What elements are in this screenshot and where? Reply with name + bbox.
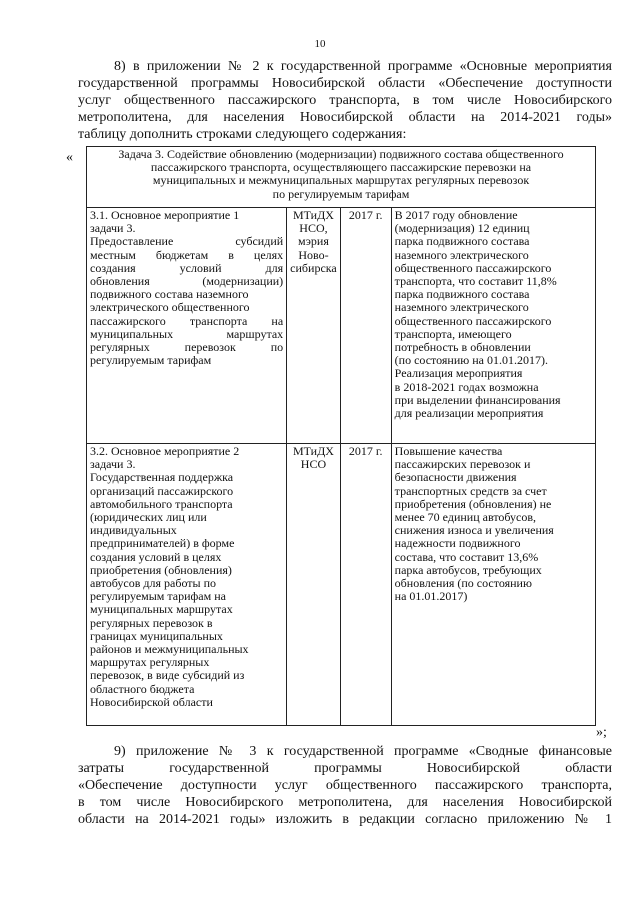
cell-line: задачи 3. bbox=[90, 457, 136, 472]
paragraph-line: 9) приложение № 3 к государственной программе «Сводные финансовые bbox=[114, 744, 612, 759]
paragraph-line: метрополитена, для населения Новосибирской области на 2014-2021 годы» bbox=[78, 110, 612, 125]
cell-line: создания условий в целях bbox=[90, 549, 222, 564]
cell-line: Новосибирской области bbox=[90, 694, 213, 709]
cell-line: Реализация мероприятия bbox=[394, 366, 523, 381]
cell-line: состава, что составит 13,6% bbox=[394, 549, 539, 564]
cell-line: на 01.01.2017) bbox=[394, 589, 468, 604]
paragraph-line: услуг общественного пассажирского транспорта, в том числе Новосибирского bbox=[78, 93, 612, 108]
cell-line: обновления (модернизации) bbox=[90, 274, 284, 289]
paragraph-8 bbox=[78, 58, 612, 143]
cell-line: приобретения (обновления) не bbox=[394, 496, 552, 511]
paragraph-line: «Обеспечение доступности услуг общественного пассажирского транспорта, bbox=[78, 778, 612, 793]
table-row bbox=[87, 444, 596, 726]
cell-line: Повышение качества bbox=[394, 444, 503, 458]
cell-line: надежности подвижного bbox=[394, 536, 521, 551]
cell-line: маршрутах регулярных bbox=[90, 655, 210, 670]
measure-cell bbox=[87, 208, 287, 444]
cell-line: автомобильного транспорта bbox=[90, 496, 233, 511]
cell-line: организаций пассажирского bbox=[90, 483, 234, 498]
open-quote: « bbox=[66, 150, 73, 165]
cell-line: регулярных перевозок по bbox=[90, 340, 284, 355]
cell-line: Предоставление субсидий bbox=[90, 234, 284, 249]
year-cell: 2017 г. bbox=[340, 444, 391, 726]
cell-line: местным бюджетам в целях bbox=[90, 247, 284, 262]
cell-line: муниципальных маршрутах bbox=[90, 326, 284, 341]
cell-line: электрического общественного bbox=[90, 300, 250, 315]
task-header-cell bbox=[87, 147, 596, 208]
result-cell bbox=[391, 444, 595, 726]
cell-line: мэрия bbox=[298, 234, 329, 249]
cell-line: парка подвижного состава bbox=[394, 234, 530, 249]
cell-line: безопасности движения bbox=[394, 470, 517, 485]
cell-line: общественного пассажирского bbox=[394, 313, 552, 328]
cell-line: транспортных средств за счет bbox=[394, 483, 547, 498]
cell-line: НСО, bbox=[299, 221, 328, 236]
paragraph-line: таблицу дополнить строками следующего содержания: bbox=[78, 127, 407, 142]
page-number: 10 bbox=[314, 38, 326, 50]
cell-line: предпринимателей) в форме bbox=[90, 536, 235, 551]
cell-line: пассажирских перевозок и bbox=[394, 457, 531, 472]
cell-line: районов и межмуниципальных bbox=[90, 642, 249, 657]
cell-line: в 2018-2021 годах возможна bbox=[394, 379, 539, 394]
cell-line: НСО bbox=[300, 457, 327, 472]
cell-line: общественного пассажирского bbox=[394, 260, 552, 275]
cell-line: (по состоянию на 01.01.2017). bbox=[394, 353, 548, 368]
year-cell: 2017 г. bbox=[340, 208, 391, 444]
cell-line: создания условий для bbox=[90, 260, 284, 275]
cell-line: регулярных перевозок в bbox=[90, 615, 213, 630]
cell-line: муниципальных маршрутах bbox=[90, 602, 233, 617]
cell-line: регулируемым тарифам bbox=[90, 353, 212, 368]
cell-line: Государственная поддержка bbox=[90, 470, 234, 485]
cell-line: В 2017 году обновление bbox=[394, 208, 518, 222]
paragraph-line: области на 2014-2021 годы» изложить в редакции согласно приложению № 1 bbox=[78, 812, 612, 827]
task-line: Задача 3. Содействие обновлению (модернизации) подвижного состава общественного bbox=[118, 147, 564, 161]
executor-cell bbox=[287, 444, 341, 726]
executor-cell bbox=[287, 208, 341, 444]
cell-line: областного бюджета bbox=[90, 681, 195, 696]
paragraph-line: 8) в приложении № 2 к государственной программе «Основные мероприятия bbox=[114, 59, 612, 74]
cell-line: 3.1. Основное мероприятие 1 bbox=[90, 208, 240, 222]
cell-line: обновления (по состоянию bbox=[394, 576, 532, 591]
cell-line: МТиДХ bbox=[292, 444, 334, 458]
cell-line: пассажирского транспорта на bbox=[90, 313, 284, 328]
task-line: пассажирского транспорта, осуществляющего пассажирские перевозки на bbox=[150, 160, 532, 175]
cell-line: (модернизация) 12 единиц bbox=[394, 221, 530, 236]
cell-line: МТиДХ bbox=[292, 208, 334, 222]
table-row bbox=[87, 208, 596, 444]
cell-line: подвижного состава наземного bbox=[90, 287, 249, 302]
task-line: муниципальных и межмуниципальных маршрутах регулярных перевозок bbox=[152, 173, 530, 188]
cell-line: наземного электрического bbox=[394, 300, 529, 315]
cell-line: перевозок, в виде субсидий из bbox=[90, 668, 245, 683]
cell-line: парка автобусов, требующих bbox=[394, 562, 542, 577]
cell-line: наземного электрического bbox=[394, 247, 529, 262]
cell-line: парка подвижного состава bbox=[394, 287, 530, 302]
cell-line: менее 70 единиц автобусов, bbox=[394, 510, 537, 525]
paragraph-line: затраты государственной программы Новосибирской области bbox=[78, 761, 612, 776]
task-line: по регулируемым тарифам bbox=[272, 186, 410, 201]
cell-line: транспорта, имеющего bbox=[394, 326, 512, 341]
close-quote: »; bbox=[596, 725, 607, 740]
cell-line: транспорта, что составит 11,8% bbox=[394, 274, 557, 289]
paragraph-line: в том числе Новосибирского метрополитена, для населения Новосибирской bbox=[78, 795, 612, 810]
cell-line: сибирска bbox=[290, 260, 337, 275]
cell-line: 3.2. Основное мероприятие 2 bbox=[90, 444, 240, 458]
cell-line: регулируемым тарифам на bbox=[90, 589, 226, 604]
cell-line: Ново- bbox=[298, 247, 329, 262]
result-cell bbox=[391, 208, 595, 444]
cell-line: (юридических лиц или bbox=[90, 510, 207, 525]
cell-line: границах муниципальных bbox=[90, 628, 223, 643]
cell-line: автобусов для работы по bbox=[90, 576, 217, 591]
cell-line: при выделении финансирования bbox=[394, 392, 561, 407]
cell-line: потребность в обновлении bbox=[394, 340, 531, 355]
cell-line: задачи 3. bbox=[90, 221, 136, 236]
cell-line: для реализации мероприятия bbox=[394, 406, 544, 421]
cell-line: приобретения (обновления) bbox=[90, 562, 232, 577]
measure-cell bbox=[87, 444, 287, 726]
paragraph-line: государственной программы Новосибирской области «Обеспечение доступности bbox=[78, 76, 612, 91]
cell-line: снижения износа и увеличения bbox=[394, 523, 554, 538]
cell-line: индивидуальных bbox=[90, 523, 177, 538]
task-row bbox=[87, 147, 596, 208]
measures-table bbox=[86, 146, 596, 726]
paragraph-9 bbox=[78, 743, 612, 828]
